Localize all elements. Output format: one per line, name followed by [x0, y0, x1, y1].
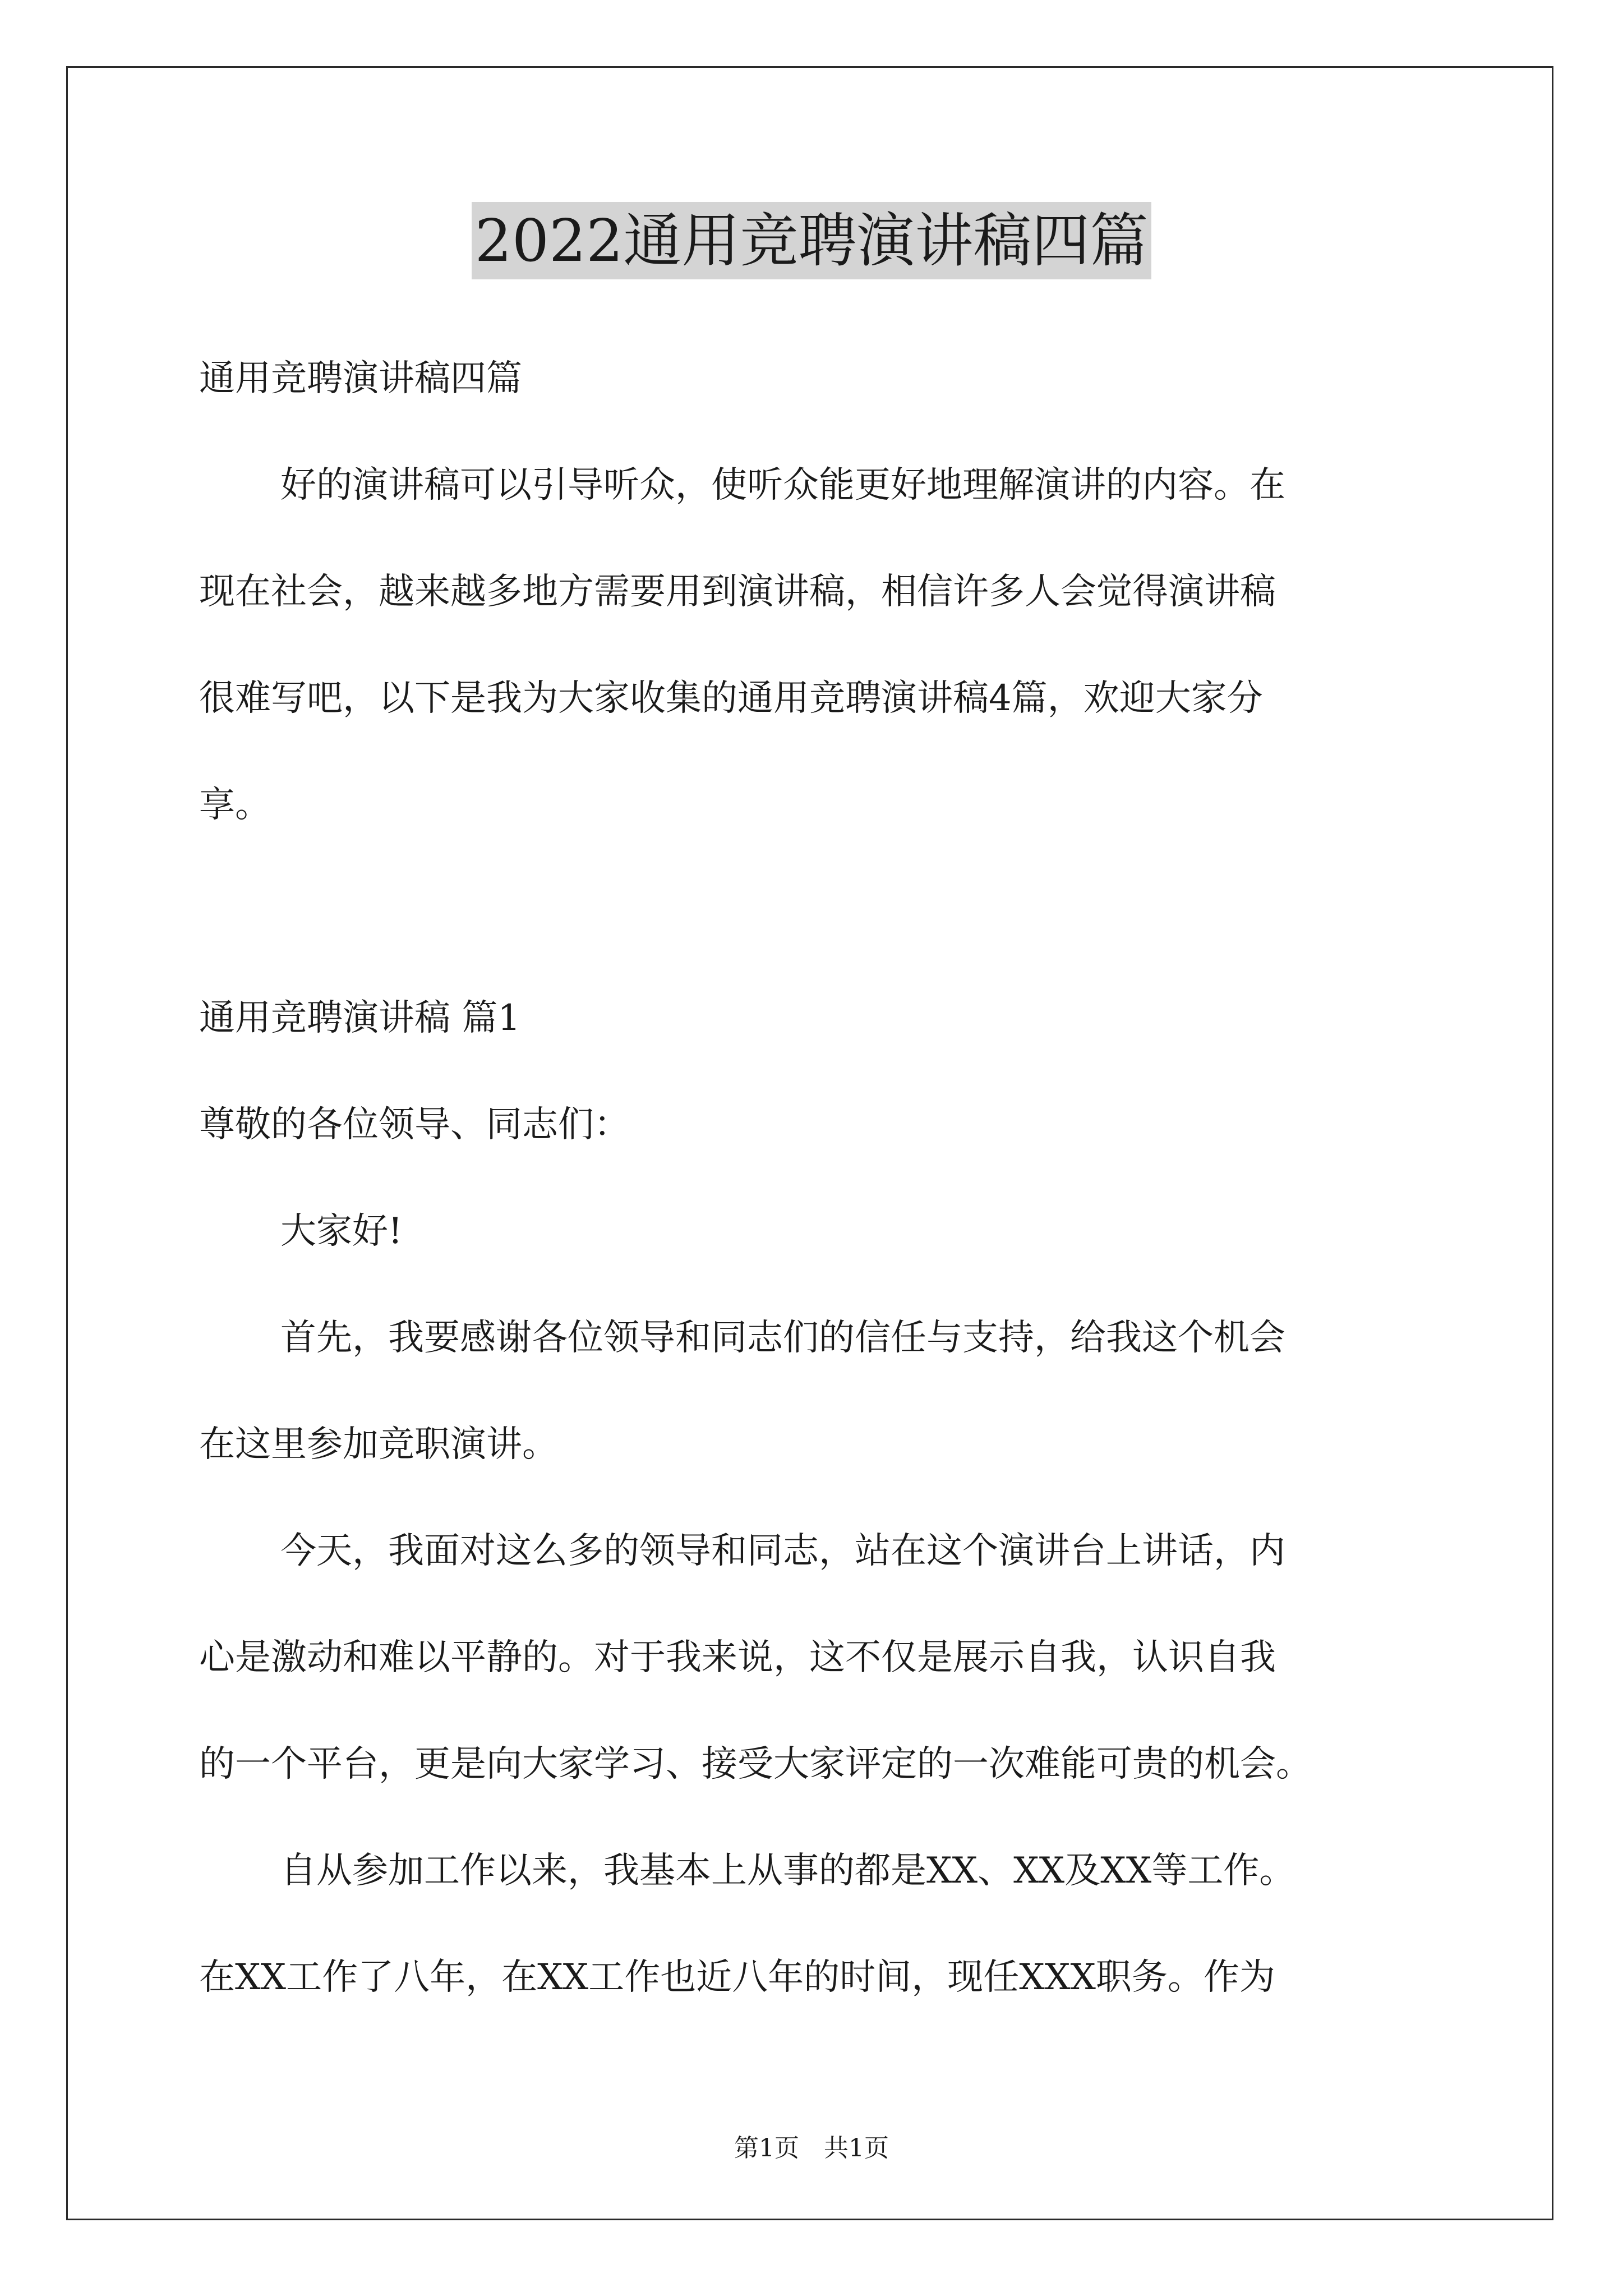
- title-wrap: [0, 202, 1623, 279]
- paragraph-line: 的一个平台，更是向大家学习、接受大家评定的一次难能可贵的机会。: [199, 1743, 1312, 1785]
- paragraph-line: 享。: [199, 784, 271, 826]
- paragraph-line: 在XX工作了八年，在XX工作也近八年的时间，现任XXX职务。作为: [199, 1957, 1275, 1998]
- document-title: 2022通用竞聘演讲稿四篇: [472, 202, 1152, 279]
- paragraph-line: 现在社会，越来越多地方需要用到演讲稿，相信许多人会觉得演讲稿: [199, 571, 1276, 613]
- greeting-line: 大家好!: [280, 1211, 403, 1252]
- salutation-line: 尊敬的各位领导、同志们：: [199, 1104, 630, 1145]
- paragraph-line: 心是激动和难以平静的。对于我来说，这不仅是展示自我，认识自我: [199, 1637, 1276, 1678]
- paragraph-line: 很难写吧，以下是我为大家收集的通用竞聘演讲稿4篇，欢迎大家分: [199, 678, 1263, 719]
- section-heading: 通用竞聘演讲稿四篇: [199, 358, 522, 399]
- paragraph-line: 在这里参加竞职演讲。: [199, 1424, 558, 1465]
- paragraph-line: 自从参加工作以来，我基本上从事的都是XX、XX及XX等工作。: [280, 1850, 1295, 1892]
- page-footer: 第1页 共1页: [734, 2134, 889, 2162]
- section-heading: 通用竞聘演讲稿 篇1: [199, 997, 521, 1039]
- paragraph-line: 首先，我要感谢各位领导和同志们的信任与支持，给我这个机会: [280, 1317, 1285, 1359]
- paragraph-line: 今天，我面对这么多的领导和同志，站在这个演讲台上讲话，内: [280, 1530, 1285, 1572]
- paragraph-line: 好的演讲稿可以引导听众，使听众能更好地理解演讲的内容。在: [280, 464, 1285, 506]
